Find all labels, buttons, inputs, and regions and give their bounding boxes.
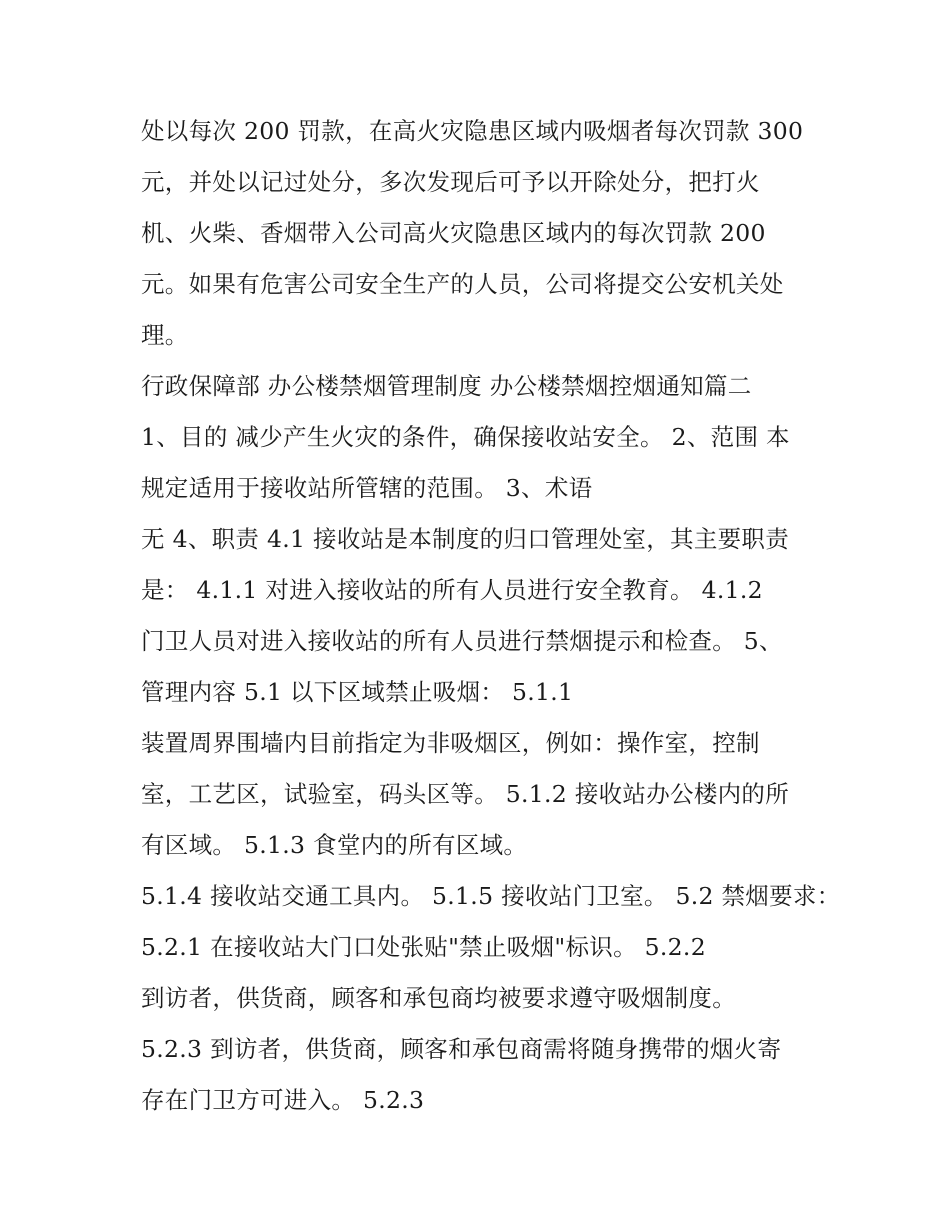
text-line: 规定适用于接收站所管辖的范围。 3、术语 [141,474,593,502]
text-line: 存在门卫方可进入。 5.2.3 [141,1086,425,1114]
text-line: 门卫人员对进入接收站的所有人员进行禁烟提示和检查。 5、 [141,627,783,655]
text-line: 5.2.3 到访者，供货商，顾客和承包商需将随身携带的烟火寄 [141,1035,782,1063]
text-line: 是： 4.1.1 对进入接收站的所有人员进行安全教育。 4.1.2 [141,576,763,604]
text-line: 元。如果有危害公司安全生产的人员，公司将提交公安机关处 [141,270,784,298]
text-line: 5.2.1 在接收站大门口处张贴"禁止吸烟"标识。 5.2.2 [141,933,706,961]
text-line: 装置周界围墙内目前指定为非吸烟区，例如：操作室，控制 [141,729,760,757]
text-line: 到访者，供货商，顾客和承包商均被要求遵守吸烟制度。 [141,984,736,1012]
text-line: 5.1.4 接收站交通工具内。 5.1.5 接收站门卫室。 5.2 禁烟要求： [141,882,841,910]
text-line: 处以每次 200 罚款，在高火灾隐患区域内吸烟者每次罚款 300 [141,117,804,145]
section-heading: 行政保障部 办公楼禁烟管理制度 办公楼禁烟控烟通知篇二 [141,372,752,400]
text-line: 元，并处以记过处分，多次发现后可予以开除处分，把打火 [141,168,760,196]
text-line: 无 4、职责 4.1 接收站是本制度的归口管理处室，其主要职责 [141,525,790,553]
text-line: 有区域。 5.1.3 食堂内的所有区域。 [141,831,528,859]
text-line: 1、目的 减少产生火灾的条件，确保接收站安全。 2、范围 本 [141,423,790,451]
document-body [141,106,841,1126]
text-line: 理。 [141,321,189,349]
text-line: 室，工艺区，试验室，码头区等。 5.1.2 接收站办公楼内的所 [141,780,790,808]
text-line: 机、火柴、香烟带入公司高火灾隐患区域内的每次罚款 200 [141,219,766,247]
text-line: 管理内容 5.1 以下区域禁止吸烟： 5.1.1 [141,678,574,706]
